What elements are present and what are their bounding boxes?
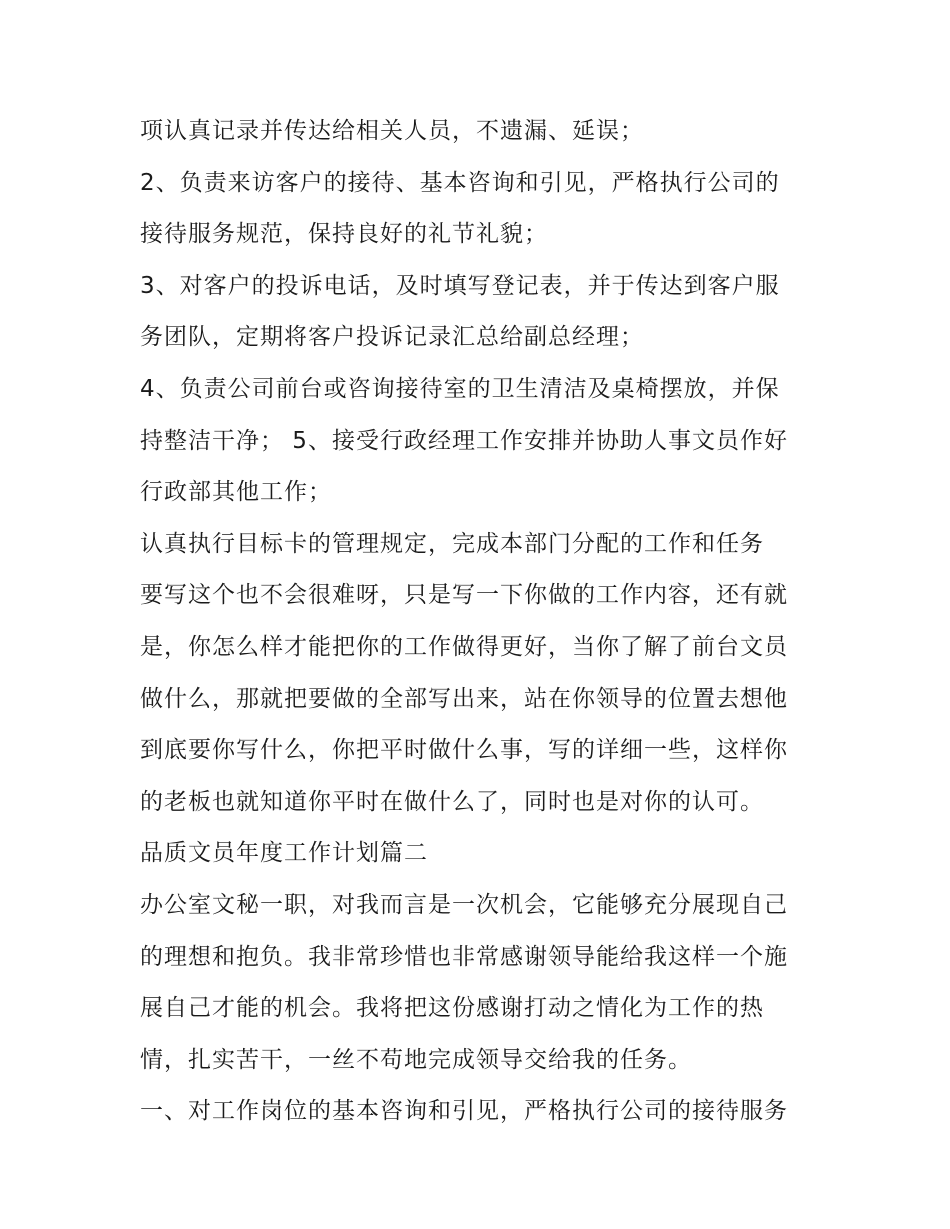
text-line: 要写这个也不会很难呀，只是写一下你做的工作内容，还有就 [140,582,788,609]
text-line: 项认真记录并传达给相关人员，不遗漏、延误； [140,118,644,144]
text-line: 接待服务规范，保持良好的礼节礼貌； [140,221,548,248]
text-line: 的老板也就知道你平时在做什么了，同时也是对你的认可。 [140,788,764,815]
text-line: 持整洁干净； 5、接受行政经理工作安排并协助人事文员作好 [140,427,788,454]
text-line: 务团队，定期将客户投诉记录汇总给副总经理； [140,324,644,351]
text-line: 是，你怎么样才能把你的工作做得更好，当你了解了前台文员 [140,633,788,660]
section-heading: 品质文员年度工作计划篇二 [140,840,428,867]
text-line: 办公室文秘一职，对我而言是一次机会，它能够充分展现自己 [140,891,788,918]
text-line: 2、负责来访客户的接待、基本咨询和引见，严格执行公司的 [140,169,780,196]
document-body [140,108,820,1140]
text-line: 一、对工作岗位的基本咨询和引见，严格执行公司的接待服务 [140,1098,788,1125]
text-line: 行政部其他工作； [140,479,332,506]
text-line: 做什么，那就把要做的全部写出来，站在你领导的位置去想他 [140,685,788,712]
text-line: 认真执行目标卡的管理规定，完成本部门分配的工作和任务 [140,530,764,557]
text-line: 3、对客户的投诉电话，及时填写登记表，并于传达到客户服 [140,272,780,299]
text-line: 的理想和抱负。我非常珍惜也非常感谢领导能给我这样一个施 [140,943,788,970]
text-line: 展自己才能的机会。我将把这份感谢打动之情化为工作的热 [140,995,764,1022]
text-line: 4、负责公司前台或咨询接待室的卫生清洁及桌椅摆放，并保 [140,375,780,402]
text-line: 情，扎实苦干，一丝不苟地完成领导交给我的任务。 [140,1046,692,1073]
text-line: 到底要你写什么，你把平时做什么事，写的详细一些，这样你 [140,737,788,764]
